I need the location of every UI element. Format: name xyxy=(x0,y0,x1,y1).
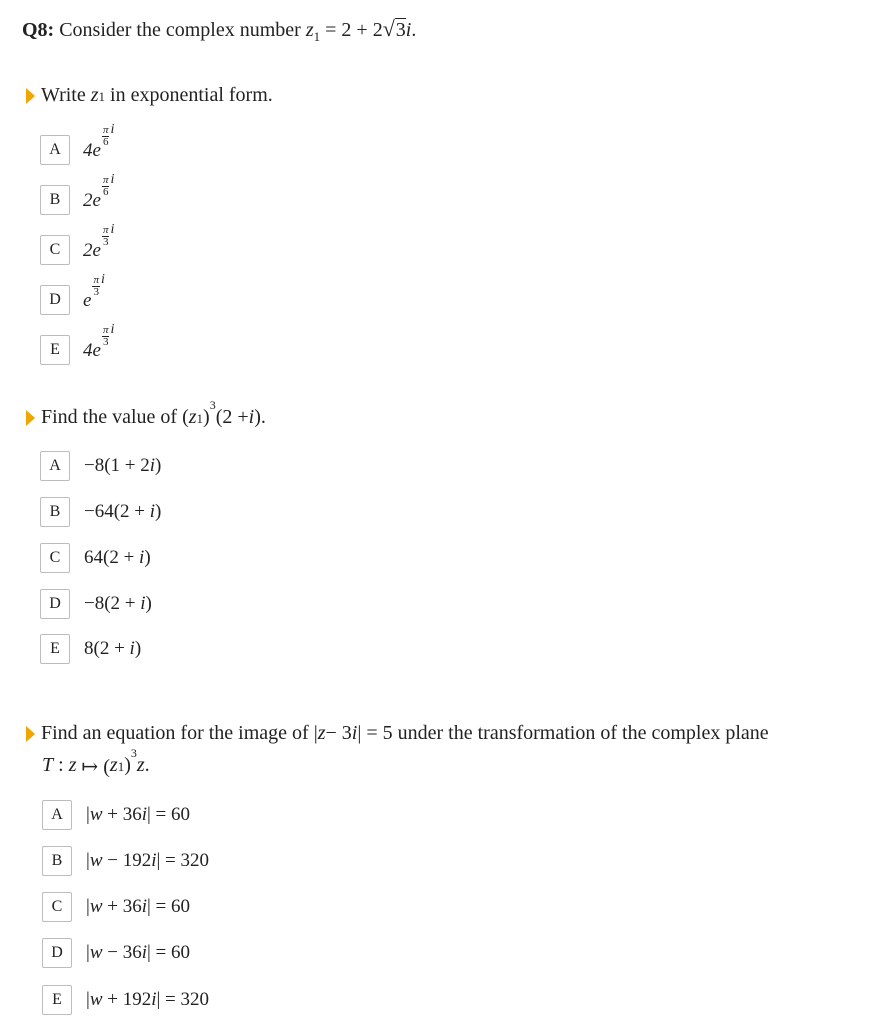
option-letter-c[interactable]: C xyxy=(42,892,72,922)
exp-fraction xyxy=(102,325,110,348)
option-row[interactable] xyxy=(40,322,115,365)
fraction-denominator: 6 xyxy=(102,135,109,148)
option-row[interactable] xyxy=(40,497,161,527)
answer-variable: w xyxy=(89,850,103,871)
part2-prompt: Find the value of ( z 1 ) 3 (2 + i ). xyxy=(26,406,266,429)
option-answer xyxy=(86,896,190,918)
option-letter-a[interactable]: A xyxy=(42,800,72,830)
answer-mid: − 192 xyxy=(102,850,152,871)
answer-pre: −8(2 + xyxy=(84,593,141,614)
fraction-numerator: π xyxy=(102,223,109,236)
answer-pre: 8(2 + xyxy=(84,638,130,659)
answer-pre: 64(2 + xyxy=(84,547,140,568)
option-letter-e[interactable]: E xyxy=(42,985,72,1015)
exp-base: 4e xyxy=(83,339,101,361)
arrow-right-icon xyxy=(26,88,35,104)
option-letter-d[interactable]: D xyxy=(40,589,70,619)
option-row[interactable] xyxy=(40,272,105,315)
option-answer xyxy=(83,172,115,212)
fraction-denominator: 3 xyxy=(102,335,109,348)
exp-power xyxy=(102,322,115,348)
exp-imag-unit: i xyxy=(110,122,115,137)
option-letter-b[interactable]: B xyxy=(40,185,70,215)
exp-power xyxy=(92,272,105,298)
option-letter-d[interactable]: D xyxy=(42,938,72,968)
answer-open: | xyxy=(86,804,90,825)
option-letter-b[interactable]: B xyxy=(42,846,72,876)
answer-open: | xyxy=(86,989,90,1010)
answer-mid: + 36 xyxy=(102,804,142,825)
exp-base: 2e xyxy=(83,239,101,261)
answer-variable: w xyxy=(89,989,103,1010)
exp-base: 4e xyxy=(83,139,101,161)
option-answer xyxy=(86,942,190,964)
option-answer xyxy=(83,222,115,262)
fraction-numerator: π xyxy=(102,123,109,136)
option-letter-d[interactable]: D xyxy=(40,285,70,315)
fraction-numerator: π xyxy=(93,273,99,286)
option-answer xyxy=(83,322,115,362)
answer-variable: w xyxy=(89,896,103,917)
option-row[interactable] xyxy=(40,589,152,619)
question-label: Q8: xyxy=(22,19,55,41)
option-row[interactable] xyxy=(40,451,161,481)
exp-base: e xyxy=(83,289,92,311)
exp-fraction xyxy=(92,275,100,298)
answer-imag-unit: i xyxy=(149,501,156,522)
option-row[interactable] xyxy=(42,846,209,876)
question-title: Q8: Consider the complex number $z_1 = 2 + 2√3i$. xyxy=(22,16,417,44)
answer-open: | xyxy=(86,850,90,871)
option-answer xyxy=(84,455,161,477)
answer-post: | = 320 xyxy=(156,989,210,1010)
answer-post: ) xyxy=(144,547,151,568)
option-row[interactable] xyxy=(40,122,115,165)
option-answer xyxy=(86,989,209,1011)
answer-post: ) xyxy=(145,593,152,614)
option-answer xyxy=(83,122,115,162)
option-letter-c[interactable]: C xyxy=(40,235,70,265)
exponential-expression xyxy=(83,272,105,312)
option-answer xyxy=(84,638,141,660)
answer-open: | xyxy=(86,896,90,917)
option-row[interactable] xyxy=(42,985,209,1015)
option-row[interactable] xyxy=(42,800,190,830)
answer-post: | = 60 xyxy=(147,804,191,825)
answer-imag-unit: i xyxy=(141,896,147,917)
option-row[interactable] xyxy=(40,172,115,215)
exp-power xyxy=(102,172,115,198)
answer-imag-unit: i xyxy=(141,942,147,963)
exponential-expression xyxy=(83,222,115,262)
answer-pre: −64(2 + xyxy=(84,501,150,522)
answer-post: ) xyxy=(134,638,142,659)
fraction-numerator: π xyxy=(102,173,109,186)
exp-fraction xyxy=(102,175,110,198)
option-row[interactable] xyxy=(42,892,190,922)
answer-post: ) xyxy=(155,501,162,522)
option-answer xyxy=(84,593,152,615)
option-row[interactable] xyxy=(40,222,115,265)
exp-fraction xyxy=(102,225,110,248)
answer-mid: + 192 xyxy=(102,989,152,1010)
part3-prompt-line2: T : z ↦ ( z 1 ) 3 z . xyxy=(42,746,150,778)
option-letter-c[interactable]: C xyxy=(40,543,70,573)
option-row[interactable] xyxy=(40,543,151,573)
exp-fraction xyxy=(102,125,110,148)
answer-imag-unit: i xyxy=(139,547,145,568)
option-letter-e[interactable]: E xyxy=(40,634,70,664)
arrow-right-icon xyxy=(26,410,35,426)
answer-variable: w xyxy=(89,942,103,963)
option-letter-b[interactable]: B xyxy=(40,497,70,527)
answer-imag-unit: i xyxy=(129,638,135,659)
exponential-expression xyxy=(83,122,115,162)
answer-mid: + 36 xyxy=(102,896,142,917)
exp-power xyxy=(102,222,115,248)
option-answer xyxy=(83,272,105,312)
fraction-numerator: π xyxy=(102,323,109,336)
exponential-expression xyxy=(83,172,115,212)
fraction-denominator: 6 xyxy=(102,185,109,198)
answer-imag-unit: i xyxy=(141,804,147,825)
option-row[interactable] xyxy=(40,634,141,664)
fraction-denominator: 3 xyxy=(102,235,109,248)
option-answer xyxy=(86,850,209,872)
answer-imag-unit: i xyxy=(151,850,157,871)
option-row[interactable] xyxy=(42,938,190,968)
exp-imag-unit: i xyxy=(110,222,115,237)
answer-post: ) xyxy=(155,455,162,476)
question-intro: Consider the complex number xyxy=(59,19,301,41)
option-answer xyxy=(84,501,161,523)
answer-imag-unit: i xyxy=(151,989,157,1010)
arrow-right-icon xyxy=(26,726,35,742)
answer-imag-unit: i xyxy=(149,455,156,476)
exp-imag-unit: i xyxy=(100,272,105,287)
option-letter-e[interactable]: E xyxy=(40,335,70,365)
exp-base: 2e xyxy=(83,189,101,211)
option-answer xyxy=(84,547,151,569)
part3-prompt-line1: Find an equation for the image of | z − 3 i | = 5 under the transformation of the complex plane xyxy=(26,722,769,745)
option-letter-a[interactable]: A xyxy=(40,135,70,165)
exp-imag-unit: i xyxy=(110,322,115,337)
answer-open: | xyxy=(86,942,90,963)
answer-post: | = 320 xyxy=(156,850,210,871)
answer-post: | = 60 xyxy=(147,896,191,917)
answer-post: | = 60 xyxy=(147,942,191,963)
exp-power xyxy=(102,122,115,148)
option-answer xyxy=(86,804,190,826)
option-letter-a[interactable]: A xyxy=(40,451,70,481)
part1-prompt: Write z 1 in exponential form. xyxy=(26,84,273,107)
answer-mid: − 36 xyxy=(102,942,142,963)
exponential-expression xyxy=(83,322,115,362)
answer-imag-unit: i xyxy=(140,593,146,614)
answer-variable: w xyxy=(89,804,103,825)
fraction-denominator: 3 xyxy=(93,285,99,298)
exp-imag-unit: i xyxy=(110,172,115,187)
answer-pre: −8(1 + 2 xyxy=(84,455,150,476)
